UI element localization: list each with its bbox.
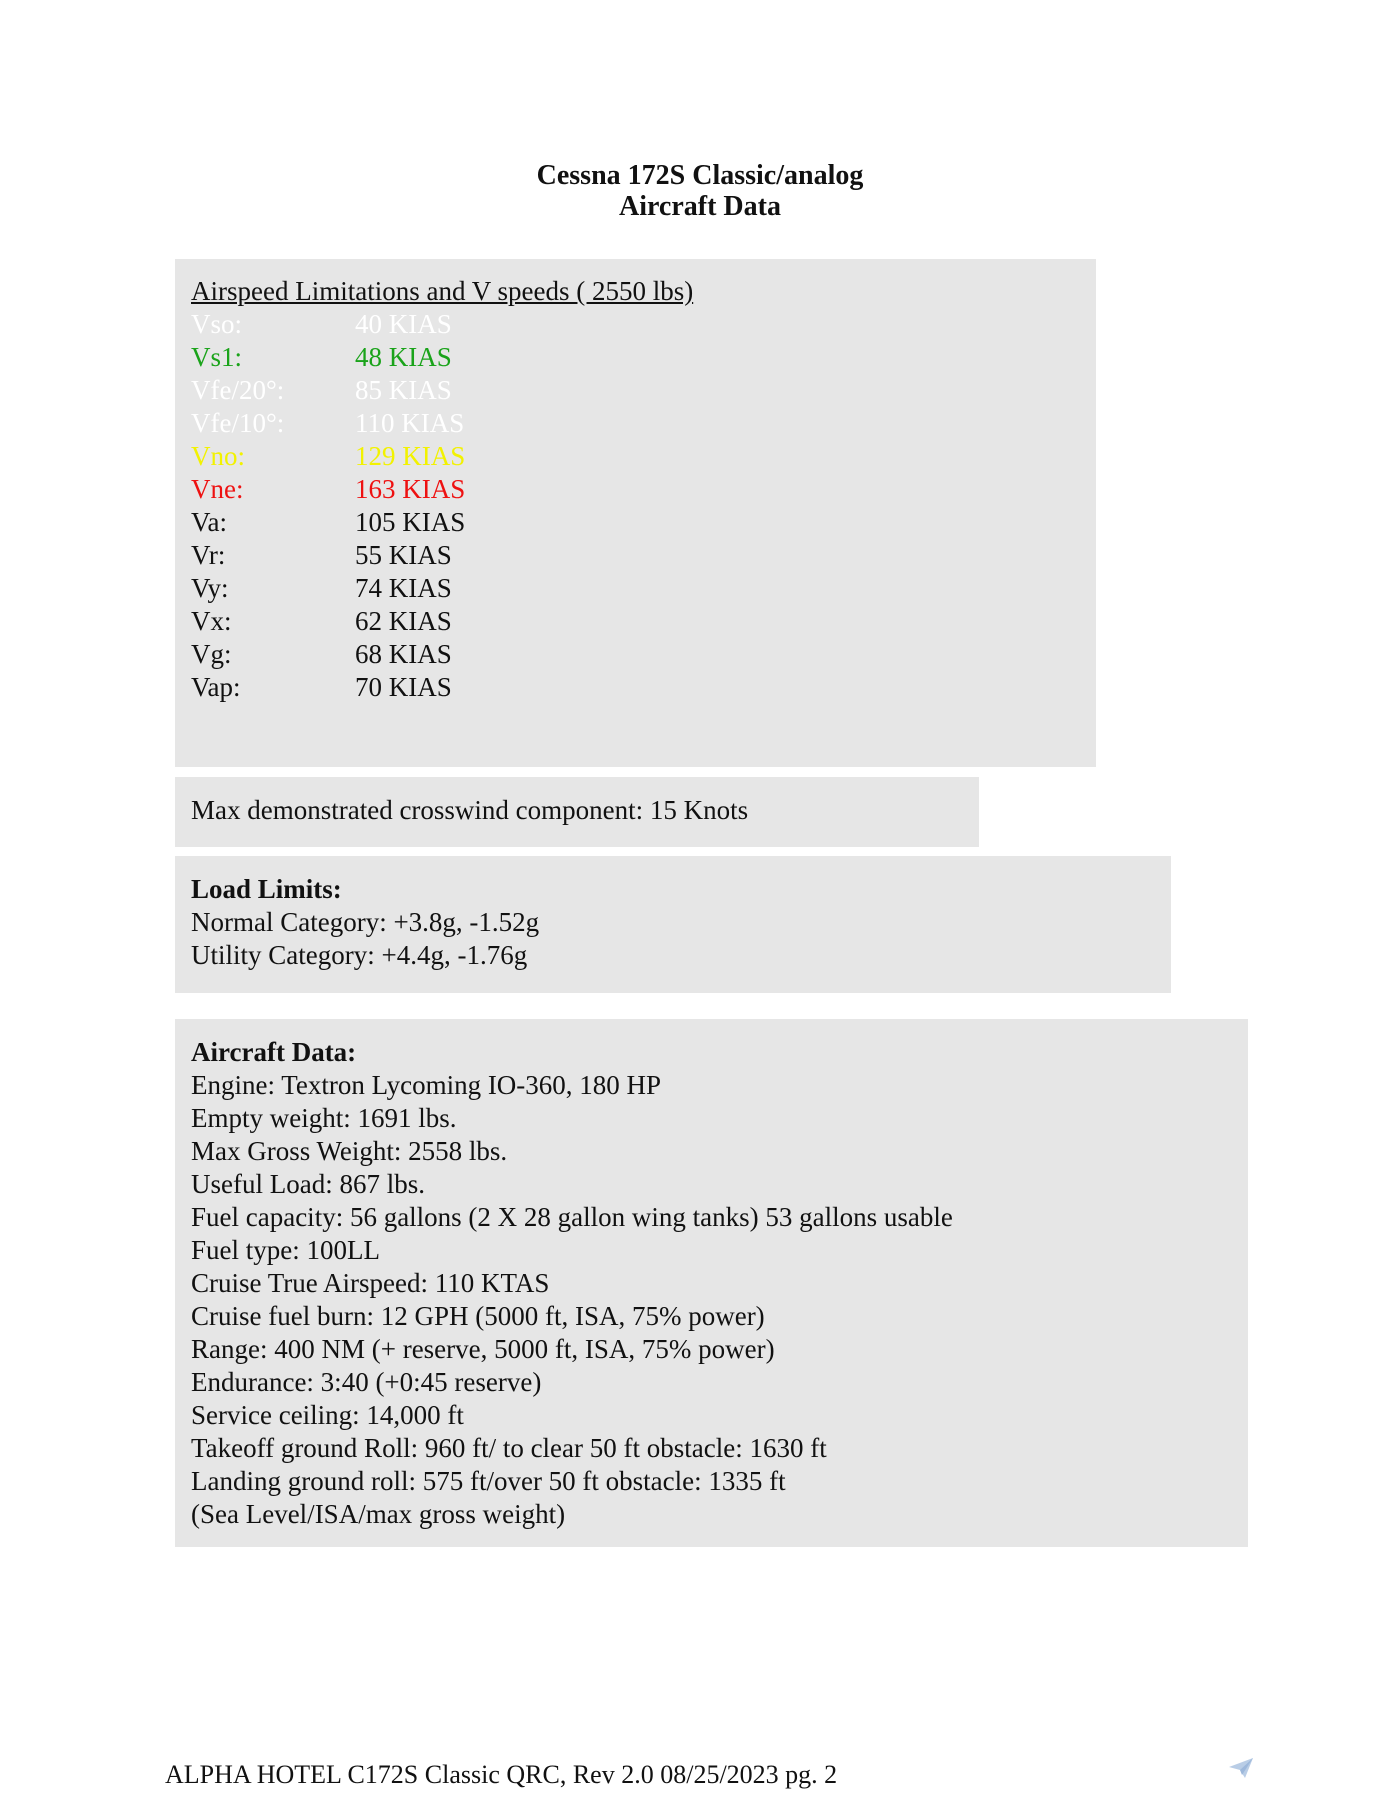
vspeed-value: 40 KIAS	[355, 309, 452, 339]
vspeed-value: 85 KIAS	[355, 375, 452, 405]
vspeed-label: Va:	[191, 507, 227, 537]
crosswind-text: Max demonstrated crosswind component: 15 Knots	[191, 795, 749, 825]
vspeed-value: 74 KIAS	[355, 573, 452, 603]
vspeed-row	[191, 440, 1096, 473]
vspeed-label: Vno:	[191, 441, 245, 471]
vspeed-row	[191, 671, 1096, 704]
vspeed-row	[191, 341, 1096, 374]
aircraft-data-line: Engine: Textron Lycoming IO-360, 180 HP	[191, 1070, 662, 1100]
vspeed-row	[191, 473, 1096, 506]
vspeed-label: Vr:	[191, 540, 226, 570]
aircraft-data-heading: Aircraft Data:	[191, 1037, 357, 1067]
vspeed-row	[191, 539, 1096, 572]
vspeed-value: 129 KIAS	[355, 441, 466, 471]
utility-category-line: Utility Category: +4.4g, -1.76g	[191, 940, 528, 970]
vspeed-label: Vfe/10°:	[191, 408, 285, 438]
vspeed-row	[191, 605, 1096, 638]
airspeed-limitations-box	[175, 259, 1096, 767]
aircraft-data-list	[191, 1069, 1248, 1531]
page-footer: ALPHA HOTEL C172S Classic QRC, Rev 2.0 08/25/2023 pg. 2	[165, 1760, 838, 1789]
vspeed-label: Vs1:	[191, 342, 243, 372]
vspeed-value: 70 KIAS	[355, 672, 452, 702]
vspeed-row	[191, 407, 1096, 440]
aircraft-data-line: Takeoff ground Roll: 960 ft/ to clear 50 ft obstacle: 1630 ft	[191, 1433, 827, 1463]
vspeed-label: Vx:	[191, 606, 232, 636]
vspeed-value: 105 KIAS	[355, 507, 466, 537]
aircraft-data-line: (Sea Level/ISA/max gross weight)	[191, 1499, 566, 1529]
aircraft-data-line: Endurance: 3:40 (+0:45 reserve)	[191, 1367, 542, 1397]
aircraft-data-line: Fuel type: 100LL	[191, 1235, 380, 1265]
vspeed-row	[191, 638, 1096, 671]
vspeed-value: 163 KIAS	[355, 474, 466, 504]
aircraft-data-line: Max Gross Weight: 2558 lbs.	[191, 1136, 508, 1166]
crosswind-box	[175, 777, 979, 847]
vspeed-value: 48 KIAS	[355, 342, 452, 372]
vspeed-label: Vso:	[191, 309, 243, 339]
vspeed-label: Vy:	[191, 573, 229, 603]
aircraft-data-line: Useful Load: 867 lbs.	[191, 1169, 425, 1199]
paper-plane-icon	[1228, 1757, 1254, 1779]
title-line-1: Cessna 172S Classic/analog	[536, 160, 864, 191]
vspeed-value: 55 KIAS	[355, 540, 452, 570]
vspeed-value: 110 KIAS	[355, 408, 465, 438]
aircraft-data-line: Fuel capacity: 56 gallons (2 X 28 gallon wing tanks) 53 gallons usable	[191, 1202, 953, 1232]
vspeed-row	[191, 374, 1096, 407]
vspeed-value: 62 KIAS	[355, 606, 452, 636]
document-title	[0, 160, 1400, 222]
aircraft-data-line: Empty weight: 1691 lbs.	[191, 1103, 457, 1133]
vspeed-row	[191, 506, 1096, 539]
vspeed-label: Vfe/20°:	[191, 375, 285, 405]
vspeed-row	[191, 308, 1096, 341]
aircraft-data-line: Landing ground roll: 575 ft/over 50 ft obstacle: 1335 ft	[191, 1466, 786, 1496]
vspeed-row	[191, 572, 1096, 605]
aircraft-data-box	[175, 1019, 1248, 1547]
aircraft-data-line: Cruise fuel burn: 12 GPH (5000 ft, ISA, 75% power)	[191, 1301, 765, 1331]
vspeed-list	[191, 308, 1096, 704]
load-limits-heading: Load Limits:	[191, 874, 342, 904]
vspeed-label: Vg:	[191, 639, 232, 669]
aircraft-data-line: Range: 400 NM (+ reserve, 5000 ft, ISA, 75% power)	[191, 1334, 775, 1364]
vspeed-label: Vne:	[191, 474, 244, 504]
aircraft-data-line: Service ceiling: 14,000 ft	[191, 1400, 464, 1430]
load-limits-box	[175, 856, 1171, 993]
normal-category-line: Normal Category: +3.8g, -1.52g	[191, 907, 540, 937]
aircraft-data-line: Cruise True Airspeed: 110 KTAS	[191, 1268, 550, 1298]
airspeed-header: Airspeed Limitations and V speeds ( 2550 lbs)	[191, 276, 694, 306]
vspeed-label: Vap:	[191, 672, 241, 702]
vspeed-value: 68 KIAS	[355, 639, 452, 669]
title-line-2: Aircraft Data	[619, 191, 781, 222]
